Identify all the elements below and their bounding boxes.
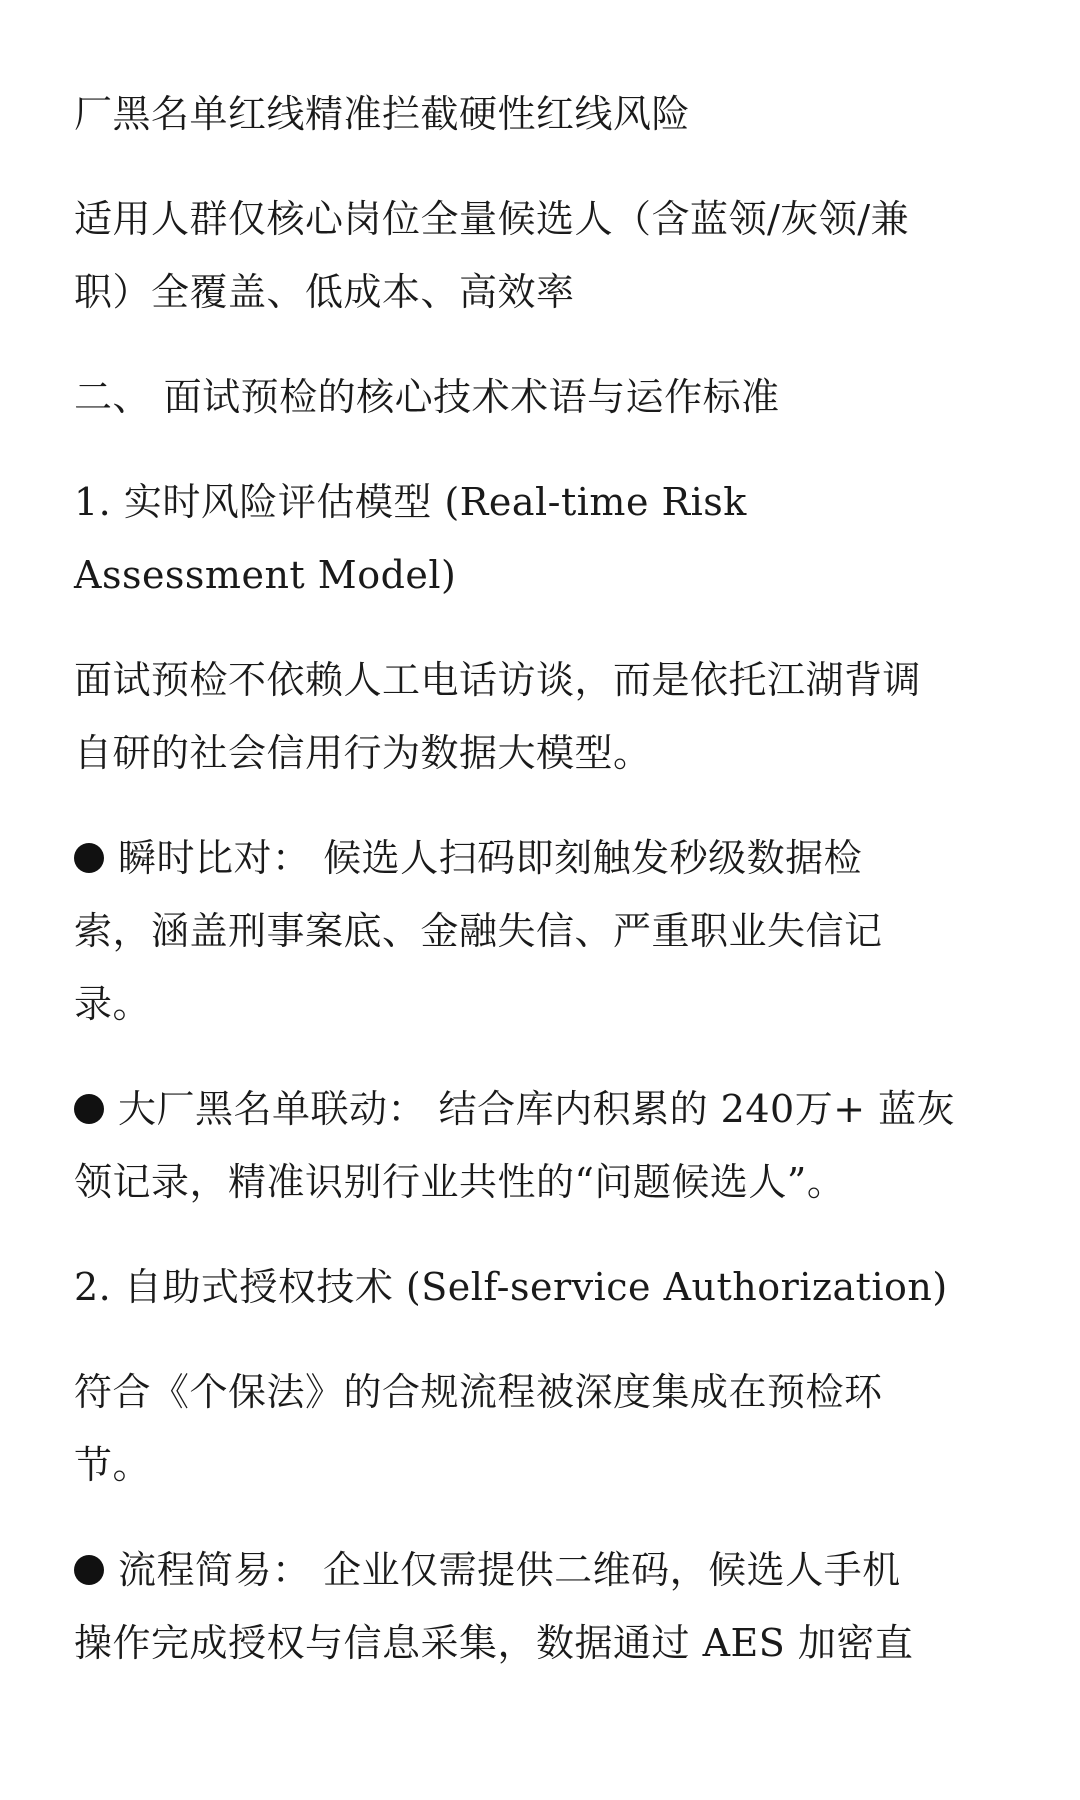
subheading-self-service-authorization: 2. 自助式授权技术 (Self-service Authorization)	[74, 1265, 948, 1309]
bullet-icon	[74, 1555, 104, 1585]
paragraph-applicable-population: 适用人群仅核心岗位全量候选人（含蓝领/灰领/兼 职）全覆盖、低成本、高效率	[74, 197, 910, 314]
bullet-instant-match: 瞬时比对： 候选人扫码即刻触发秒级数据检 索，涵盖刑事案底、金融失信、严重职业失信记 录。	[74, 836, 883, 1026]
bullet-simple-process: 流程简易： 企业仅需提供二维码，候选人手机 操作完成授权与信息采集，数据通过 AES 加密直	[74, 1548, 914, 1665]
paragraph-blacklist-redline: 厂黑名单红线精准拦截硬性红线风险	[74, 92, 691, 136]
bullet-icon	[74, 1094, 104, 1124]
section-heading-2: 二、 面试预检的核心技术术语与运作标准	[74, 375, 780, 419]
bullet-icon	[74, 843, 104, 873]
paragraph-model-description: 面试预检不依赖人工电话访谈，而是依托江湖背调 自研的社会信用行为数据大模型。	[74, 658, 922, 775]
bullet-blacklist-linkage: 大厂黑名单联动： 结合库内积累的 240万+ 蓝灰 领记录，精准识别行业共性的“问题候选人”。	[74, 1087, 956, 1204]
paragraph-compliance: 符合《个保法》的合规流程被深度集成在预检环 节。	[74, 1370, 883, 1487]
article-body	[74, 78, 1024, 1680]
subheading-realtime-risk-model: 1. 实时风险评估模型 (Real-time Risk Assessment Model)	[74, 480, 747, 597]
